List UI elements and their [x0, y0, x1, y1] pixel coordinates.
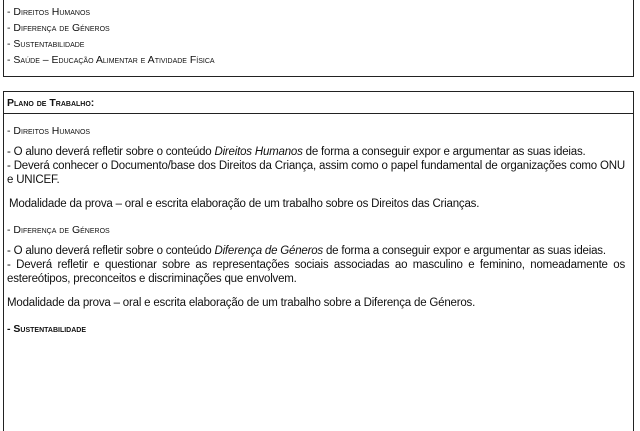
section-modality: Modalidade da prova – oral e escrita elaboração de um trabalho sobre os Direitos das Crianças. — [9, 198, 480, 210]
section-title: - Diferença de Géneros — [7, 224, 110, 236]
section-paragraph — [7, 145, 625, 159]
topic-item: - Saúde – Educação Alimentar e Atividade Física — [7, 54, 215, 66]
paragraph-text: de forma a conseguir expor e argumentar as suas ideias. — [302, 146, 586, 158]
plan-box — [3, 91, 634, 431]
plan-title: Plano de Trabalho: — [7, 97, 95, 109]
paragraph-emphasis: Diferença de Géneros — [214, 245, 323, 257]
section-modality: Modalidade da prova – oral e escrita elaboração de um trabalho sobre a Diferença de Géneros. — [7, 297, 476, 309]
section-paragraph — [7, 244, 625, 258]
paragraph-text: - O aluno deverá refletir sobre o conteúdo — [7, 245, 215, 257]
plan-body — [4, 114, 633, 336]
section-paragraph: - Deverá conhecer o Documento/base dos Direitos da Criança, assim como o papel fundamental de organizações como ONU e UNICEF. — [7, 160, 625, 186]
paragraph-text: de forma a conseguir expor e argumentar as suas ideias. — [322, 245, 606, 257]
section-diferenca-generos — [7, 223, 625, 310]
section-title: - Sustentabilidade — [7, 323, 87, 335]
section-title: - Direitos Humanos — [7, 125, 91, 137]
plan-header — [4, 92, 633, 114]
section-paragraph: - Deverá refletir e questionar sobre as representações sociais associadas ao masculino e feminino, nomeadamente os estereótipos, preconceitos e discriminações que envolvem. — [7, 259, 625, 285]
topics-box — [3, 0, 634, 77]
section-sustentabilidade — [7, 322, 625, 336]
topic-item: - Direitos Humanos — [7, 6, 91, 18]
paragraph-emphasis: Direitos Humanos — [214, 146, 303, 158]
paragraph-text: - O aluno deverá refletir sobre o conteúdo — [7, 146, 215, 158]
topic-item: - Diferença de Géneros — [7, 22, 110, 34]
topic-item: - Sustentabilidade — [7, 38, 85, 50]
section-direitos-humanos — [7, 124, 625, 211]
